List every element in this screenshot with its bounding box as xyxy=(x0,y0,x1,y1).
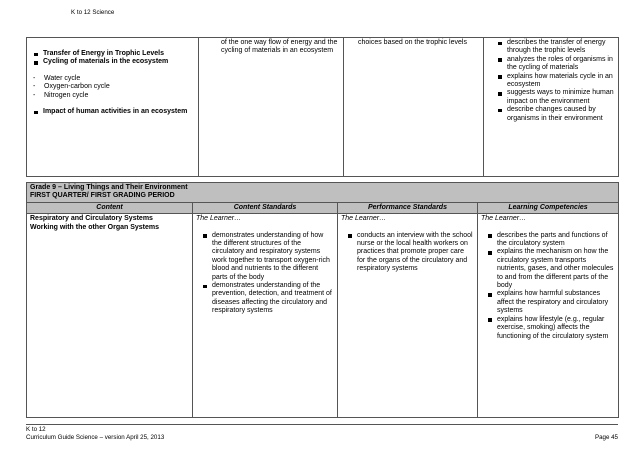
list-item: Impact of human activities in an ecosystem xyxy=(43,108,195,116)
footer-line: K to 12 xyxy=(26,426,46,433)
grade-heading-row xyxy=(27,183,619,203)
list-item: - Oxygen-carbon cycle xyxy=(44,83,195,91)
quarter-title: FIRST QUARTER/ FIRST GRADING PERIOD xyxy=(30,192,175,200)
list-item: - Water cycle xyxy=(44,75,195,83)
list-item: demonstrates understanding of the prevention, detection, and treatment of diseases affecting the circulatory and respiratory systems xyxy=(212,282,334,316)
list-item: explains the mechanism on how the circulatory system transports nutrients, gases, and other molecules to and from the different parts of the body xyxy=(497,248,614,290)
list-item: describe changes caused by organisms in their environment xyxy=(507,106,615,123)
column-header-content-standards: Content Standards xyxy=(193,202,338,213)
list-item: explains how harmful substances affect the respiratory and circulatory systems xyxy=(497,290,615,315)
learner-label: The Learner… xyxy=(481,215,527,223)
content-line: Working with the other Organ Systems xyxy=(30,223,160,231)
page-number: Page 45 xyxy=(594,433,618,441)
column-header-performance-standards: Performance Standards xyxy=(338,202,478,213)
performance-text: choices based on the trophic levels xyxy=(358,39,467,46)
list-item: suggests ways to minimize human impact on the environment xyxy=(507,89,614,105)
list-item: explains how lifestyle (e.g., regular exercise, smoking) affects the functioning of the circulatory system xyxy=(497,316,615,341)
table-row xyxy=(27,214,619,418)
competencies-cell xyxy=(484,38,619,177)
learner-label: The Learner… xyxy=(196,215,242,223)
content-standards-cell xyxy=(193,214,338,418)
content-cell xyxy=(27,38,199,177)
list-item: describes the transfer of energy through the trophic levels xyxy=(507,39,615,56)
list-item: conducts an interview with the school nurse or the local health workers on practices that promote proper care for the organs of the circulatory and respiratory systems xyxy=(357,231,473,273)
table-row xyxy=(27,38,619,177)
page-header: K to 12 Science xyxy=(71,9,115,16)
list-item: Cycling of materials in the ecosystem xyxy=(43,58,195,66)
performance-standards-cell xyxy=(338,214,478,418)
list-item: demonstrates understanding of how the different structures of the circulatory and respiratory systems work together to transport oxygen-rich blood and nutrients to the different parts of the body xyxy=(212,232,334,282)
performance-standards-cell xyxy=(344,38,484,177)
curriculum-table-grade9 xyxy=(26,182,619,418)
column-header-content: Content xyxy=(27,202,193,213)
column-header-learning-competencies: Learning Competencies xyxy=(478,202,619,213)
list-item: analyzes the roles of organisms in the cycling of materials xyxy=(507,56,615,73)
footer-line: Curriculum Guide Science – version April 25, 2013 xyxy=(26,433,165,441)
list-item: explains how materials cycle in an ecosystem xyxy=(507,73,615,90)
competencies-cell xyxy=(478,214,619,418)
grade-heading-cell xyxy=(27,183,619,203)
content-standards-cell xyxy=(199,38,344,177)
column-header-row xyxy=(27,202,619,213)
standards-text: of the one way flow of energy and the cycling of materials in an ecosystem xyxy=(221,39,338,55)
list-item: - Nitrogen cycle xyxy=(44,92,195,100)
page-footer xyxy=(26,424,618,441)
list-item: describes the parts and functions of the circulatory system xyxy=(497,232,615,249)
grade-title: Grade 9 – Living Things and Their Environment xyxy=(30,184,188,191)
learner-label: The Learner… xyxy=(341,215,387,223)
curriculum-table-continued xyxy=(26,37,619,177)
content-line: Respiratory and Circulatory Systems xyxy=(30,215,153,223)
list-item: Transfer of Energy in Trophic Levels xyxy=(43,50,195,58)
content-cell xyxy=(27,214,193,418)
